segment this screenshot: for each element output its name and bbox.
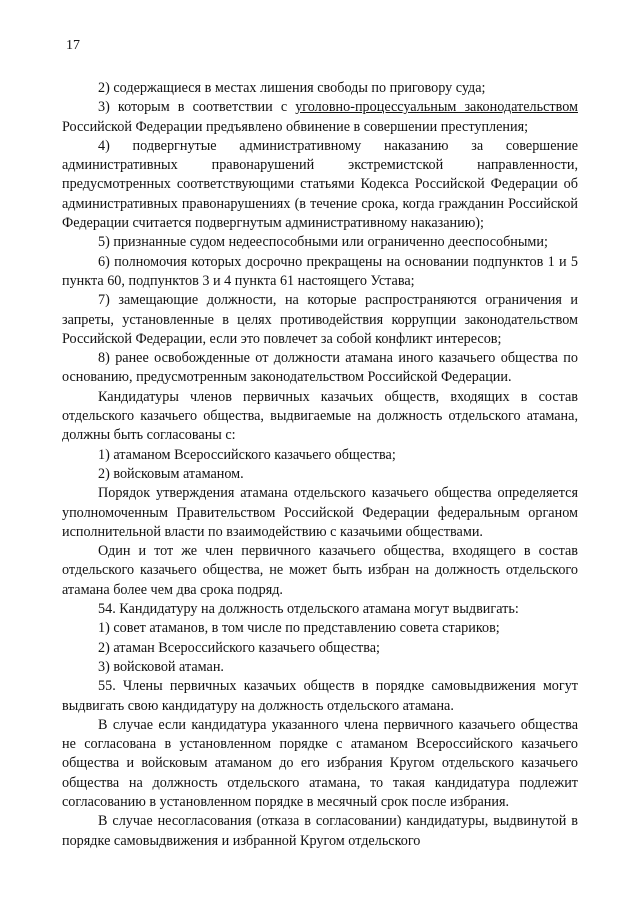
paragraph-54-1: 1) совет атаманов, в том числе по представлению совета стариков; [98, 620, 500, 637]
paragraph-item-6: 6) полномочия которых досрочно прекращены на основании подпунктов 1 и 5 пункта 60, подпунктов 3 и 4 пункта 61 настоящего Устава; [62, 253, 578, 289]
paragraph-55-case: В случае если кандидатура указанного члена первичного казачьего общества не согласована в установленном порядке с атаманом Всероссийского казачьего общества и войсковым атаманом до его избрания Кругом отдельского казачьего общества на должность отдельского атамана, то такая кандидатура подлежит согласованию в установленном порядке в месячный срок после избрания. [62, 716, 578, 810]
paragraph-item-3-lead: 3) которым в соответствии с [98, 99, 296, 116]
paragraph-item-7: 7) замещающие должности, на которые распространяются ограничения и запреты, установленные в целях противодействия коррупции законодательством Российской Федерации, если это повлечет за собой конфликт интересов; [62, 292, 578, 347]
paragraph-54-3: 3) войсковой атаман. [98, 658, 224, 675]
paragraph-item-2: 2) содержащиеся в местах лишения свободы по приговору суда; [98, 80, 486, 96]
paragraph-agree-1: 1) атаманом Всероссийского казачьего общества; [98, 446, 396, 463]
paragraph-term-limit: Один и тот же член первичного казачьего общества, входящего в состав отдельского казачьего общества, не может быть избран на должность отдельского атамана более чем два срока подряд. [62, 543, 578, 598]
paragraph-item-8: 8) ранее освобожденные от должности атамана иного казачьего общества по основанию, предусмотренным законодательством Российской Федерации. [62, 350, 578, 386]
paragraph-55-disagree: В случае несогласования (отказа в согласовании) кандидатуры, выдвинутой в порядке самовыдвижения и избранной Кругом отдельского [62, 813, 578, 849]
paragraph-54: 54. Кандидатуру на должность отдельского атамана могут выдвигать: [98, 601, 519, 618]
paragraph-55: 55. Члены первичных казачьих обществ в порядке самовыдвижения могут выдвигать свою кандидатуру на должность отдельского атамана. [62, 678, 578, 714]
paragraph-item-3-tail: Российской Федерации предъявлено обвинение в совершении преступления; [62, 118, 529, 135]
paragraph-item-5: 5) признанные судом недееспособными или ограниченно дееспособными; [98, 234, 548, 251]
document-body [62, 79, 578, 851]
paragraph-54-2: 2) атаман Всероссийского казачьего общества; [98, 639, 380, 656]
paragraph-candidacy: Кандидатуры членов первичных казачьих обществ, входящих в состав отдельского казачьего общества, выдвигаемые на должность отдельского атамана, должны быть согласованы с: [62, 388, 578, 444]
paragraph-approval-order: Порядок утверждения атамана отдельского казачьего общества определяется уполномоченным Правительством Российской Федерации федеральным органом исполнительной власти по взаимодействию с казачьими обществами. [62, 485, 578, 540]
paragraph-item-4: 4) подвергнутые административному наказанию за совершение административных правонарушений экстремистской направленности, предусмотренных соответствующими статьями Кодекса Российской Федерации об административных правонарушениях (в течение срока, когда гражданин Российской Федерации считается подвергнутым административному наказанию); [62, 137, 578, 232]
paragraph-item-3 [62, 98, 578, 137]
page-number: 17 [66, 38, 80, 53]
underlined-term: уголовно-процессуальным законодательством [295, 99, 578, 116]
paragraph-agree-2: 2) войсковым атаманом. [98, 465, 244, 482]
